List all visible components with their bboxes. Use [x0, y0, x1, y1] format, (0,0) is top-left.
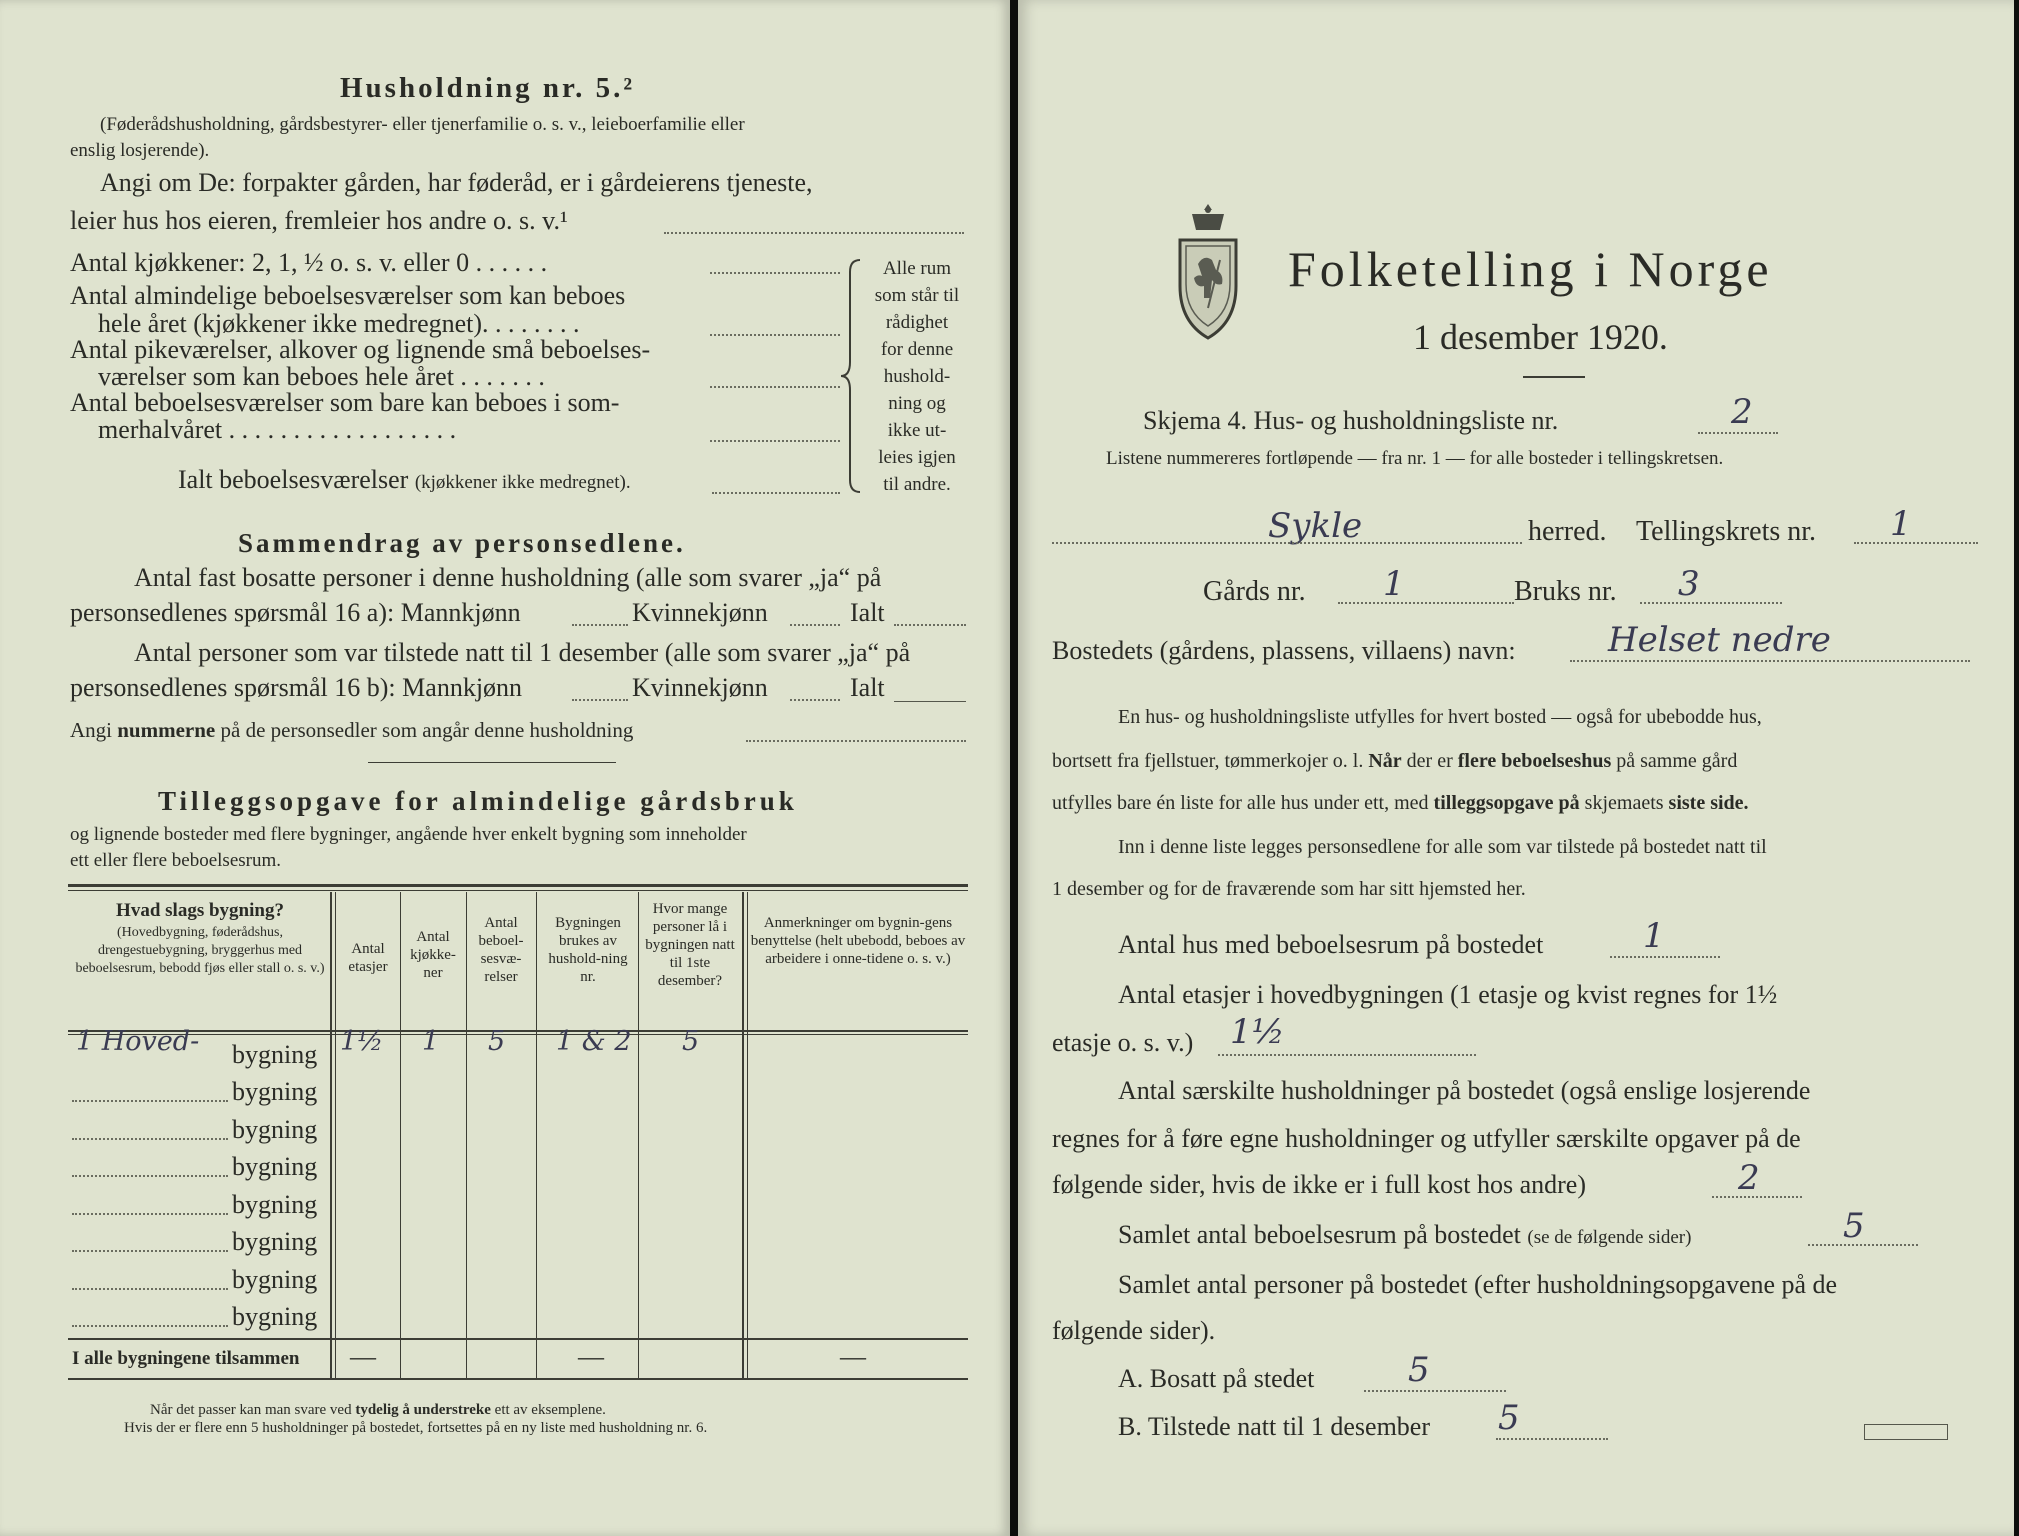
saer-line-1: Antal særskilte husholdninger på bostedet (også enslige losjerende: [1118, 1076, 1811, 1105]
total-label: I alle bygningene tilsammen: [72, 1348, 300, 1369]
table-header-rule: [68, 1030, 968, 1032]
bygning-label: bygning: [232, 1040, 318, 1069]
brace-note: [862, 255, 972, 498]
foot1-bold: tydelig å understreke: [355, 1402, 491, 1418]
bygning-label: bygning: [232, 1077, 318, 1106]
right-page: [1018, 0, 2014, 1536]
listene-note: Listene nummereres fortløpende — fra nr. 1 — for alle bosteder i tellingskretsen.: [1106, 448, 1724, 469]
info-line-4: Inn i denne liste legges personsedlene for alle som var tilstede på bostedet natt til: [1118, 836, 1767, 858]
bygning-label: bygning: [232, 1265, 318, 1294]
bygning-blank: [72, 1325, 228, 1327]
bostedet-line: [1570, 660, 1970, 662]
rooms-line-2: Antal almindelige beboelsesværelser som kan beboes: [70, 281, 626, 310]
rooms-line-5: værelser som kan beboes hele året . . . . . . .: [98, 362, 545, 391]
mann-answer-1: [572, 624, 628, 626]
info-line-5: 1 desember og for de fraværende som har sitt hjemsted her.: [1052, 878, 1526, 900]
bygning-blank: [72, 1288, 228, 1290]
skjema-value: 2: [1731, 392, 1753, 432]
household-note: (Føderådshusholdning, gårdsbestyrer- eller tjenerfamilie o. s. v., leieboerfamilie eller: [100, 114, 745, 135]
col-header-kjokken: Antal kjøkke-ner: [410, 929, 456, 981]
etasjer-line-2: etasje o. s. v.): [1052, 1028, 1194, 1057]
foot1-post: ett av eksemplene.: [490, 1402, 606, 1418]
sammendrag-heading: Sammendrag av personsedlene.: [238, 528, 686, 558]
col-header-personer: Hvor mange personer lå i bygningen natt til 1ste desember?: [645, 901, 735, 989]
col-header-rum: Antal beboel-sesvæ-relser: [478, 915, 524, 985]
tilstede-label: B. Tilstede natt til 1 desember: [1118, 1412, 1430, 1441]
col-header-husholdning: Bygningen brukes av hushold-ning nr.: [548, 915, 628, 985]
tillegg-sub-1: og lignende bosteder med flere bygninger, angående hver enkelt bygning som inneholder: [70, 824, 747, 845]
col-divider: [466, 892, 467, 1378]
table-bottom-rule: [68, 1378, 968, 1380]
bosatt-value: 5: [1408, 1350, 1430, 1390]
col-divider: [742, 892, 744, 1378]
col-header-type-note: (Hovedbygning, føderådshus, drengestuebygning, bryggerhus med beboelsesrum, bebodd fjøs eller stall o. s. v.): [75, 925, 325, 976]
tillegg-heading: Tilleggsopgave for almindelige gårdsbruk: [158, 786, 798, 816]
bosatt-label: A. Bosatt på stedet: [1118, 1364, 1315, 1393]
ialt-answer: [712, 492, 840, 494]
rooms-line-7: merhalvåret . . . . . . . . . . . . . . . . . .: [98, 415, 457, 444]
footnote-2: Hvis der er flere enn 5 husholdninger på bostedet, fortsettes på en ny liste med husholdning nr. 6.: [124, 1420, 708, 1436]
bygning-blank: [72, 1138, 228, 1140]
sum-line-1b: personsedlenes spørsmål 16 a): Mannkjønn: [70, 598, 521, 627]
col-header-type: Hvad slags bygning?: [116, 900, 284, 921]
brace-note-line: leies igjen: [878, 447, 956, 468]
row1-husholdning: 1 & 2: [556, 1026, 632, 1057]
row1-kjokken: 1: [422, 1026, 440, 1057]
sum-line-2b: personsedlenes spørsmål 16 b): Mannkjønn: [70, 673, 523, 702]
brace-note-line: hushold-: [883, 366, 951, 387]
angi-line-1: Angi om De: forpakter gården, har føderåd, er i gårdeierens tjeneste,: [100, 168, 813, 197]
rooms-line-6: Antal beboelsesværelser som bare kan beboes i som-: [70, 388, 620, 417]
info-2e: på samme gård: [1611, 750, 1738, 772]
coat-of-arms-icon: [1168, 200, 1248, 350]
info-3a: utfylles bare én liste for alle hus under ett, med: [1052, 792, 1429, 814]
bruks-line: [1640, 602, 1782, 604]
ialt-label-2: Ialt: [850, 673, 885, 702]
col-header-etasjer: Antal etasjer: [348, 941, 388, 975]
ialt-answer-1: [894, 624, 966, 626]
rooms-answer-1: [710, 272, 840, 274]
table-top-border-2: [68, 890, 968, 891]
bygning-label: bygning: [232, 1227, 318, 1256]
angi-nummerne: [70, 718, 633, 743]
info-3d: siste side.: [1668, 792, 1749, 814]
angi-num-pre: Angi: [70, 718, 118, 742]
brace-note-line: til andre.: [883, 474, 951, 495]
skjema-line: [1698, 432, 1778, 434]
row1-etasjer: 1½: [340, 1026, 384, 1057]
tellingskrets-line: [1854, 542, 1978, 544]
tillegg-sub-2: ett eller flere beboelsesrum.: [70, 850, 282, 871]
total-dash: —: [840, 1342, 866, 1371]
ialt-answer-2: [894, 701, 966, 702]
col-divider: [330, 892, 332, 1378]
gards-label: Gårds nr.: [1203, 576, 1306, 607]
skjema-label: Skjema 4. Hus- og husholdningsliste nr.: [1143, 406, 1559, 435]
angi-line-2: leier hus hos eieren, fremleier hos andre o. s. v.¹: [70, 206, 568, 235]
samlet-pers-line-2: følgende sider).: [1052, 1316, 1216, 1345]
tellingskrets-value: 1: [1890, 504, 1912, 544]
tilstede-line: [1496, 1438, 1608, 1440]
total-dash: —: [578, 1342, 604, 1371]
table-top-border: [68, 884, 968, 887]
bostedet-label: Bostedets (gårdens, plassens, villaens) navn:: [1052, 636, 1516, 665]
foot1-pre: Når det passer kan man svare ved: [150, 1402, 356, 1418]
bygning-blank: [72, 1175, 228, 1177]
ialt-text: Ialt beboelsesværelser: [178, 465, 409, 494]
tellingskrets-label: Tellingskrets nr.: [1636, 516, 1817, 547]
samlet-pers-line-1: Samlet antal personer på bostedet (efter husholdningsopgavene på de: [1118, 1270, 1838, 1299]
rooms-line-3: hele året (kjøkkener ikke medregnet). . . . . . . .: [98, 309, 580, 338]
brace-note-line: ikke ut-: [887, 420, 947, 441]
bostedet-value: Helset nedre: [1608, 620, 1831, 660]
title-divider: [1523, 376, 1585, 378]
angi-num-post: på de personsedler som angår denne husholdning: [215, 718, 634, 742]
gards-line: [1338, 602, 1514, 604]
total-dash: —: [350, 1342, 376, 1371]
antal-hus-line: [1610, 956, 1720, 958]
angi-num-bold: nummerne: [117, 718, 216, 742]
herred-value: Sykle: [1268, 506, 1363, 546]
household-note-2: enslig losjerende).: [70, 140, 210, 161]
sum-line-2: Antal personer som var tilstede natt til 1 desember (alle som svarer „ja“ på: [134, 638, 911, 667]
ialt-label: [178, 465, 631, 495]
etasjer-value: 1½: [1230, 1012, 1285, 1052]
printer-stamp: [1864, 1424, 1948, 1440]
saer-line-2: regnes for å føre egne husholdninger og utfyller særskilte opgaver på de: [1052, 1124, 1801, 1153]
saer-line: [1712, 1196, 1802, 1198]
col-divider: [536, 892, 537, 1378]
rooms-line-1: Antal kjøkkener: 2, 1, ½ o. s. v. eller 0 . . . . . .: [70, 248, 548, 277]
ialt-label-1: Ialt: [850, 598, 885, 627]
brace-note-line: som står til: [874, 285, 960, 306]
row1-personer: 5: [682, 1026, 700, 1057]
info-3b: tilleggsopgave på: [1433, 792, 1580, 814]
samlet-rum-value: 5: [1843, 1206, 1865, 1246]
etasjer-line: [1218, 1054, 1476, 1056]
tilstede-value: 5: [1498, 1398, 1520, 1438]
kvinne-answer-1: [790, 624, 840, 626]
ialt-note: (kjøkkener ikke medregnet).: [414, 472, 631, 493]
samlet-rum-line: [1808, 1244, 1918, 1246]
census-title: Folketelling i Norge: [1288, 241, 1773, 297]
info-2c: der er: [1401, 750, 1458, 772]
kvinne-answer-2: [790, 699, 840, 701]
bruks-label: Bruks nr.: [1514, 576, 1617, 607]
kvinne-label-1: Kvinnekjønn: [632, 598, 768, 627]
bygning-blank: [72, 1213, 228, 1215]
herred-line: [1052, 542, 1522, 544]
brace-note-line: for denne: [880, 339, 954, 360]
kvinne-label-2: Kvinnekjønn: [632, 673, 768, 702]
col-header-anmerkninger: Anmerkninger om bygnin-gens benyttelse (helt ubebodd, beboes av arbeidere i onne-tidene o. s. v.): [750, 915, 966, 967]
sum-line-1: Antal fast bosatte personer i denne husholdning (alle som svarer „ja“ på: [134, 563, 882, 592]
bygning-blank: [72, 1250, 228, 1252]
herred-label: herred.: [1528, 516, 1607, 547]
bruks-value: 3: [1678, 564, 1700, 604]
bygning-blank: [72, 1100, 228, 1102]
info-line-3: [1052, 792, 1749, 815]
bosatt-line: [1364, 1390, 1506, 1392]
info-3c: skjemaets: [1579, 792, 1669, 814]
row1-rum: 5: [488, 1026, 506, 1057]
row1-type: 1 Hoved-: [76, 1026, 200, 1057]
brace-note-line: rådighet: [885, 312, 949, 333]
col-divider: [400, 892, 401, 1378]
bygning-label: bygning: [232, 1190, 318, 1219]
rooms-line-4: Antal pikeværelser, alkover og lignende små beboelses-: [70, 335, 651, 364]
samlet-rum-text: Samlet antal beboelsesrum på bostedet: [1118, 1220, 1521, 1249]
brace-note-line: Alle rum: [882, 258, 952, 279]
samlet-rum-label: [1118, 1220, 1691, 1250]
saer-value: 2: [1738, 1158, 1760, 1198]
household-title: Husholdning nr. 5.²: [340, 72, 636, 104]
info-line-2: [1052, 750, 1737, 773]
gards-value: 1: [1383, 564, 1405, 604]
col-divider: [747, 892, 748, 1378]
rooms-answer-4: [710, 440, 840, 442]
info-line-1: En hus- og husholdningsliste utfylles for hvert bosted — også for ubebodde hus,: [1118, 706, 1762, 728]
census-date: 1 desember 1920.: [1413, 317, 1668, 357]
mann-answer-2: [572, 699, 628, 701]
bygning-label: bygning: [232, 1152, 318, 1181]
angi-answer-line: [664, 232, 964, 234]
info-2a: bortsett fra fjellstuer, tømmerkojer o. l.: [1052, 750, 1364, 772]
saer-line-3: følgende sider, hvis de ikke er i full kost hos andre): [1052, 1170, 1586, 1199]
footnote-1: [150, 1402, 606, 1419]
table-total-rule: [68, 1338, 968, 1340]
angi-nummerne-answer: [746, 740, 966, 742]
antal-hus-value: 1: [1643, 916, 1665, 956]
bygning-label: bygning: [232, 1115, 318, 1144]
section-divider: [368, 762, 616, 763]
rooms-answer-2: [710, 334, 840, 336]
etasjer-line-1: Antal etasjer i hovedbygningen (1 etasje og kvist regnes for 1½: [1118, 980, 1778, 1009]
brace-note-line: ning og: [888, 393, 946, 414]
col-divider: [638, 892, 639, 1378]
bygning-label: bygning: [232, 1302, 318, 1331]
info-2b: Når: [1368, 750, 1402, 772]
info-2d: flere beboelseshus: [1457, 750, 1612, 772]
rooms-answer-3: [710, 386, 840, 388]
antal-hus-label: Antal hus med beboelsesrum på bostedet: [1118, 930, 1544, 959]
samlet-rum-note: (se de følgende sider): [1527, 1227, 1692, 1248]
table-header-rule-2: [68, 1034, 968, 1035]
